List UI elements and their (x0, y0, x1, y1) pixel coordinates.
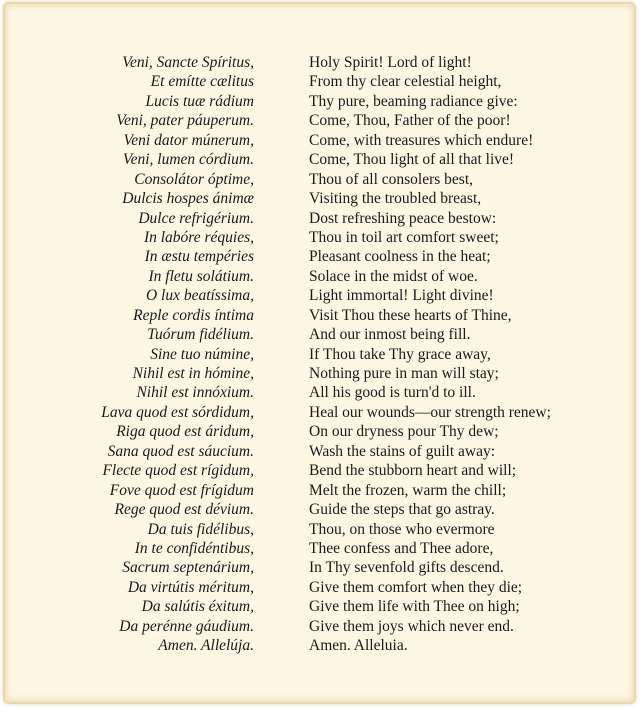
verse-row (5, 306, 634, 325)
english-line: Thou in toil art comfort sweet; (309, 228, 499, 246)
latin-line: Sacrum septenárium, (122, 559, 254, 577)
english-line: From thy clear celestial height, (309, 73, 502, 91)
english-line: Thou, on those who evermore (309, 520, 495, 538)
parchment-frame (3, 2, 636, 704)
latin-line: Veni, pater páuperum. (116, 112, 254, 130)
english-line: Light immortal! Light divine! (309, 287, 494, 305)
verse-row (5, 209, 634, 228)
verse-row (5, 636, 634, 655)
latin-line: Da salútis éxitum, (141, 598, 254, 616)
english-line: Give them life with Thee on high; (309, 598, 520, 616)
english-line: Guide the steps that go astray. (309, 501, 495, 519)
english-line: Give them joys which never end. (309, 617, 514, 635)
english-line: If Thou take Thy grace away, (309, 345, 491, 363)
latin-line: Sine tuo númine, (150, 345, 254, 363)
verse-row (5, 247, 634, 266)
english-line: Come, with treasures which endure! (309, 131, 534, 149)
latin-line: In æstu tempéries (144, 248, 254, 266)
english-line: On our dryness pour Thy dew; (309, 423, 499, 441)
english-line: Wash the stains of guilt away: (309, 442, 496, 460)
verse-row (5, 617, 634, 636)
english-line: Dost refreshing peace bestow: (309, 209, 497, 227)
english-line: Nothing pure in man will stay; (309, 365, 499, 382)
verse-row (5, 286, 634, 305)
english-line: All his good is turn'd to ill. (309, 384, 476, 402)
english-line: Visit Thou these hearts of Thine, (309, 306, 512, 324)
latin-line: In labóre réquies, (143, 228, 254, 246)
english-line: Bend the stubborn heart and will; (309, 462, 517, 480)
latin-line: Veni dator múnerum, (123, 131, 254, 149)
verse-row (5, 53, 634, 72)
latin-line: Veni, Sancte Spíritus, (122, 54, 254, 71)
english-line: Thee confess and Thee adore, (309, 539, 494, 557)
latin-line: Lucis tuæ rádium (145, 92, 254, 110)
latin-line: Veni, lumen córdium. (122, 151, 254, 169)
english-line: Visiting the troubled breast, (309, 190, 482, 208)
latin-line: O lux beatíssima, (145, 287, 254, 305)
latin-line: Dulce refrigérium. (138, 209, 254, 227)
latin-line: Nihil est in hómine, (132, 365, 254, 382)
verse-row (5, 578, 634, 597)
latin-line: Nihil est innóxium. (136, 384, 254, 402)
latin-line: Amen. Allelúja. (158, 637, 254, 655)
verse-row (5, 345, 634, 364)
english-line: Melt the frozen, warm the chill; (309, 481, 507, 499)
verse-row (5, 422, 634, 441)
latin-line: Flecte quod est rígidum, (102, 462, 254, 480)
latin-line: Da perénne gáudium. (119, 617, 254, 635)
verse-row (5, 131, 634, 150)
verse-row (5, 442, 634, 461)
verse-row (5, 364, 634, 383)
english-line: Amen. Alleluia. (309, 637, 408, 655)
verse-row (5, 325, 634, 344)
verse-row (5, 170, 634, 189)
latin-line: Da virtútis méritum, (127, 578, 254, 596)
latin-line: Tuórum fidélium. (147, 326, 254, 344)
latin-line: Fove quod est frígidum (109, 481, 254, 499)
verse-row (5, 597, 634, 616)
english-line: Heal our wounds—our strength renew; (309, 403, 551, 421)
verse-row (5, 383, 634, 402)
latin-line: In te confidéntibus, (134, 539, 254, 557)
verse-row (5, 500, 634, 519)
latin-line: Da tuis fidélibus, (147, 520, 254, 538)
english-line: Thou of all consolers best, (309, 170, 474, 188)
verse-row (5, 111, 634, 130)
english-line: Come, Thou, Father of the poor! (309, 112, 511, 130)
english-line: Solace in the midst of woe. (309, 267, 478, 285)
verse-row (5, 228, 634, 247)
verse-row (5, 267, 634, 286)
verse-row (5, 520, 634, 539)
latin-line: Lava quod est sórdidum, (101, 403, 254, 421)
verse-row (5, 481, 634, 500)
english-line: Thy pure, beaming radiance give: (309, 92, 518, 110)
verse-row (5, 461, 634, 480)
latin-line: Sana quod est sáucium. (107, 442, 254, 460)
verse-row (5, 403, 634, 422)
latin-line: Consolátor óptime, (134, 170, 254, 188)
english-line: And our inmost being fill. (309, 326, 471, 344)
latin-line: Rege quod est dévium. (114, 501, 254, 519)
verse-row (5, 189, 634, 208)
english-line: Give them comfort when they die; (309, 578, 523, 596)
verse-row (5, 539, 634, 558)
latin-line: In fletu solátium. (148, 267, 254, 285)
english-line: Pleasant coolness in the heat; (309, 248, 491, 266)
verse-row (5, 92, 634, 111)
english-line: Holy Spirit! Lord of light! (309, 54, 472, 71)
english-line: In Thy sevenfold gifts descend. (309, 559, 504, 577)
verse-row (5, 72, 634, 91)
latin-line: Et emítte cælitus (150, 73, 254, 91)
verse-row (5, 150, 634, 169)
verse-table (5, 53, 634, 656)
latin-line: Riga quod est áridum, (116, 423, 254, 441)
verse-row (5, 558, 634, 577)
latin-line: Reple cordis íntima (133, 306, 254, 324)
english-line: Come, Thou light of all that live! (309, 151, 515, 169)
latin-line: Dulcis hospes ánimæ (122, 190, 254, 208)
